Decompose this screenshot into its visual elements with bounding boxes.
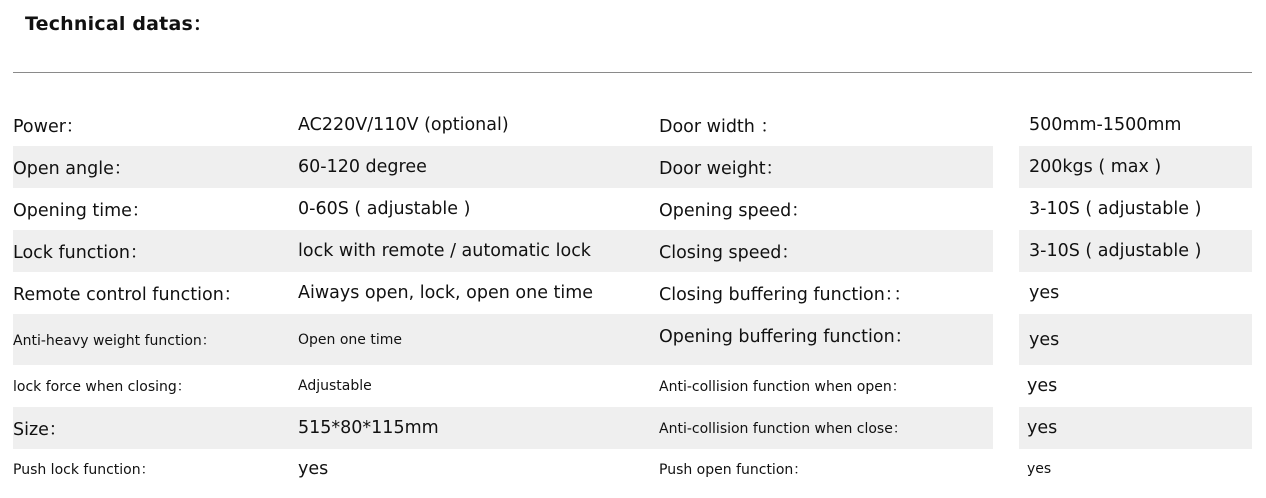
spec-label: Size： — [13, 419, 67, 440]
spec-row — [0, 449, 1266, 489]
spec-value: 3-10S ( adjustable ) — [1029, 241, 1202, 261]
spec-row — [0, 188, 1266, 230]
spec-row — [0, 407, 1266, 449]
spec-row — [0, 230, 1266, 272]
spec-value: 200kgs ( max ) — [1029, 157, 1162, 177]
spec-label: Remote control function： — [13, 284, 242, 305]
spec-label: Opening time： — [13, 200, 150, 221]
spec-row — [0, 365, 1266, 407]
spec-label: Opening buffering function： — [659, 327, 913, 347]
spec-label: Anti-heavy weight function： — [13, 332, 216, 349]
spec-label: lock force when closing： — [13, 379, 191, 395]
spec-value: yes — [1029, 329, 1060, 350]
page-title: Technical datas： — [25, 13, 213, 35]
spec-value: lock with remote / automatic lock — [298, 241, 591, 261]
spec-value: Adjustable — [298, 378, 372, 394]
spec-value: 3-10S ( adjustable ) — [1029, 199, 1202, 219]
spec-label: Push lock function： — [13, 462, 155, 478]
divider — [13, 72, 1252, 73]
spec-value: AC220V/110V (optional) — [298, 115, 509, 135]
spec-value: yes — [1027, 376, 1058, 396]
row-shade — [13, 146, 993, 188]
spec-label: Push open function： — [659, 462, 808, 478]
spec-row — [0, 104, 1266, 146]
spec-value: Open one time — [298, 331, 402, 348]
spec-label: Anti-collision function when close： — [659, 421, 907, 437]
spec-label: Closing speed： — [659, 242, 799, 263]
spec-label: Power： — [13, 116, 84, 137]
spec-value: yes — [1029, 283, 1060, 303]
spec-row — [0, 314, 1266, 365]
spec-value: 515*80*115mm — [298, 418, 439, 438]
spec-value: 0-60S ( adjustable ) — [298, 199, 471, 219]
spec-value: 500mm-1500mm — [1029, 115, 1182, 135]
spec-row — [0, 272, 1266, 314]
spec-label: Open angle： — [13, 158, 132, 179]
spec-label: Lock function： — [13, 242, 148, 263]
spec-label: Door weight： — [659, 158, 784, 179]
spec-label: Closing buffering function：： — [659, 284, 912, 305]
spec-value: 60-120 degree — [298, 157, 427, 177]
spec-value: yes — [1027, 461, 1052, 477]
spec-label: Anti-collision function when open： — [659, 379, 906, 395]
spec-table — [0, 104, 1266, 489]
spec-label: Door width ： — [659, 116, 778, 137]
spec-value: Aiways open, lock, open one time — [298, 283, 594, 303]
spec-row — [0, 146, 1266, 188]
spec-label: Opening speed： — [659, 200, 809, 221]
spec-value: yes — [1027, 418, 1058, 438]
spec-value: yes — [298, 459, 329, 479]
